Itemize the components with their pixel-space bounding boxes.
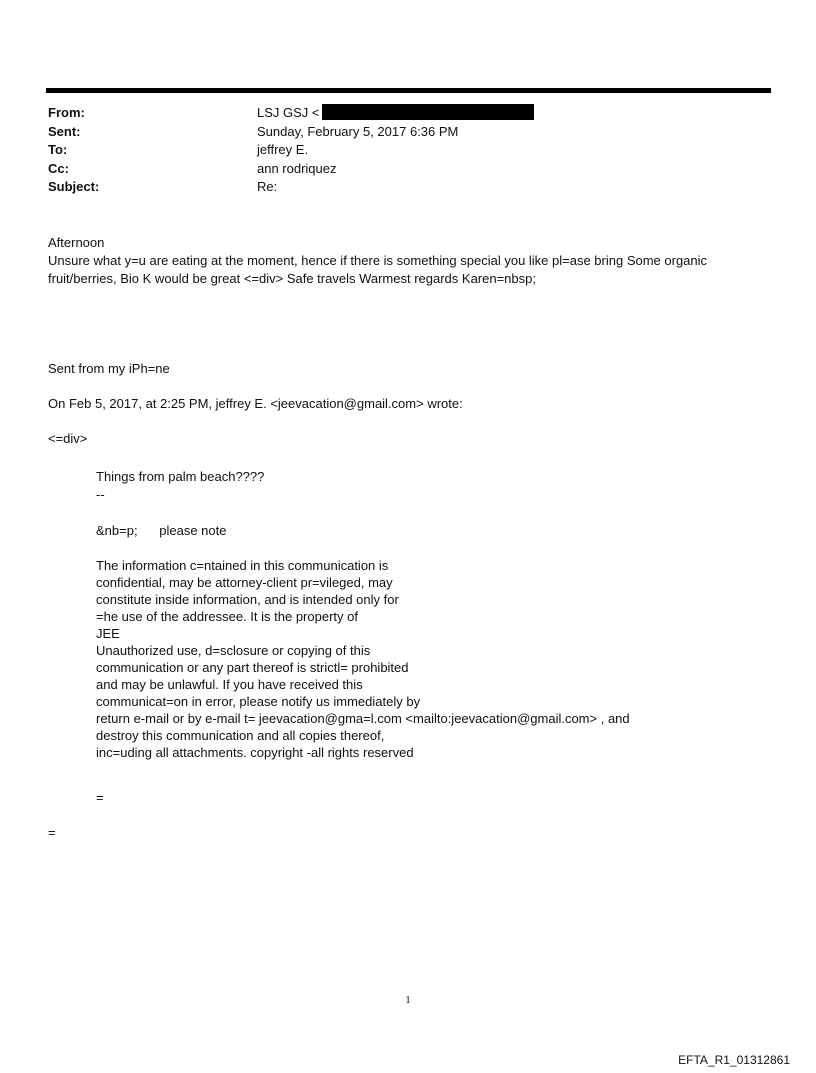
disclaimer-line: =he use of the addressee. It is the property of <box>96 609 358 624</box>
from-label: From: <box>48 105 85 120</box>
sent-label: Sent: <box>48 123 81 139</box>
quoted-line-1: Things from palm beach???? <box>96 469 265 484</box>
page-number: 1 <box>405 994 411 1006</box>
disclaimer-line: inc=uding all attachments. copyright -all rights reserved <box>96 745 414 760</box>
signature: Sent from my iPh=ne <box>48 361 170 376</box>
subject-value: Re: <box>257 179 278 194</box>
disclaimer-line: return e-mail or by e-mail t= jeevacation@gma=l.com <mailto:jeevacation@gmail.com> , and <box>96 711 630 726</box>
disclaimer-line: destroy this communication and all copies thereof, <box>96 728 385 743</box>
greeting: Afternoon <box>48 235 105 250</box>
quote-intro: On Feb 5, 2017, at 2:25 PM, jeffrey E. <jeevacation@gmail.com> wrote: <box>48 396 463 411</box>
from-sender: LSJ GSJ < <box>257 105 320 120</box>
redaction-box <box>322 104 534 120</box>
disclaimer-line: communication or any part thereof is strictl= prohibited <box>96 660 409 675</box>
from-value <box>257 104 534 123</box>
to-row <box>48 141 748 160</box>
cc-value: ann rodriquez <box>257 160 337 176</box>
disclaimer-line: communicat=on in error, please notify us immediately by <box>96 694 421 709</box>
cc-label: Cc: <box>48 160 69 176</box>
div-tag: <=div> <box>48 431 88 446</box>
subject-row <box>48 178 748 197</box>
disclaimer-block <box>96 557 736 761</box>
disclaimer-line: confidential, may be attorney-client pr=vileged, may <box>96 575 393 590</box>
disclaimer-line: constitute inside information, and is intended only for <box>96 592 399 607</box>
quoted-separator: -- <box>96 487 105 502</box>
to-value: jeffrey E. <box>257 142 309 157</box>
sent-value: Sunday, February 5, 2017 6:36 PM <box>257 123 459 139</box>
disclaimer-line: The information c=ntained in this communication is <box>96 558 389 573</box>
sent-row <box>48 123 748 142</box>
message-paragraph: Unsure what y=u are eating at the moment, hence if there is something special you like pl=ase bring Some organic fruit/berries, Bio K would be great <=div> Safe travels Warmest regards Karen=nbsp; <box>48 253 708 286</box>
disclaimer-line: Unauthorized use, d=sclosure or copying of this <box>96 643 371 658</box>
disclaimer-line: JEE <box>96 626 120 641</box>
document-id: EFTA_R1_01312861 <box>678 1053 790 1067</box>
subject-label: Subject: <box>48 179 100 194</box>
quoted-note: &nb=p; please note <box>96 523 227 538</box>
top-rule <box>46 88 771 93</box>
disclaimer-line: and may be unlawful. If you have received this <box>96 677 363 692</box>
final-eq: = <box>48 825 56 840</box>
from-row <box>48 104 748 123</box>
cc-row <box>48 160 748 179</box>
quoted-eq: = <box>96 790 104 805</box>
to-label: To: <box>48 142 68 157</box>
email-header <box>48 104 748 197</box>
